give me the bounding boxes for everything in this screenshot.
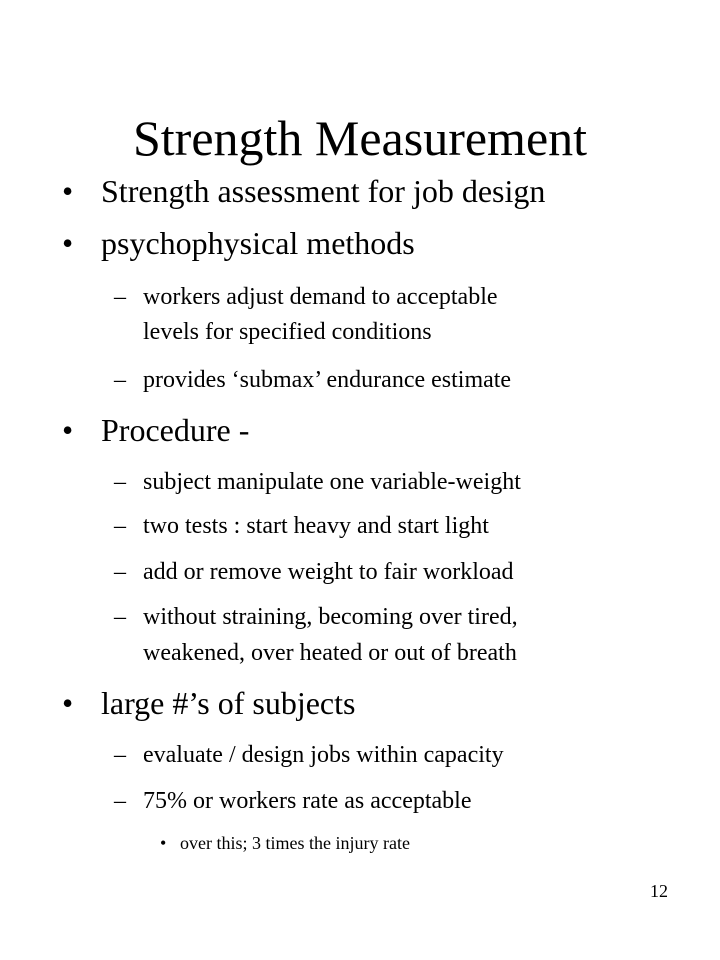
dash-marker: – — [114, 742, 126, 768]
sub-bullet-text: provides ‘submax’ endurance estimate — [143, 367, 512, 393]
sub-sub-bullet-text: over this; 3 times the injury rate — [180, 833, 410, 853]
sub-bullet-text: 75% or workers rate as acceptable — [143, 788, 472, 814]
page-number: 12 — [650, 881, 668, 901]
bullet-text: Strength assessment for job design — [101, 173, 546, 209]
dash-marker: – — [114, 367, 126, 393]
sub-bullet-text: two tests : start heavy and start light — [143, 513, 489, 539]
bullet-marker: • — [62, 225, 74, 261]
bullet-text: psychophysical methods — [101, 225, 415, 261]
dash-marker: – — [114, 513, 126, 539]
sub-bullet-text: evaluate / design jobs within capacity — [143, 742, 504, 768]
dash-marker: – — [114, 788, 126, 814]
bullet-marker: • — [62, 685, 74, 721]
sub-bullet-text: weakened, over heated or out of breath — [143, 640, 517, 666]
bullet-marker: • — [62, 412, 74, 448]
bullet-marker: • — [62, 173, 74, 209]
slide-title: Strength Measurement — [132, 110, 588, 166]
bullet-text: large #’s of subjects — [101, 685, 356, 721]
sub-bullet-text: workers adjust demand to acceptable — [143, 284, 498, 310]
sub-bullet-text: add or remove weight to fair workload — [143, 559, 514, 585]
dash-marker: – — [114, 604, 126, 630]
sub-bullet-text: levels for specified conditions — [143, 319, 432, 345]
dash-marker: – — [114, 284, 126, 310]
sub-bullet-text: without straining, becoming over tired, — [143, 604, 518, 630]
sub-bullet-text: subject manipulate one variable-weight — [143, 469, 521, 495]
bullet-text: Procedure - — [101, 412, 250, 448]
dash-marker: – — [114, 559, 126, 585]
dash-marker: – — [114, 469, 126, 495]
small-bullet-marker: • — [160, 833, 167, 853]
